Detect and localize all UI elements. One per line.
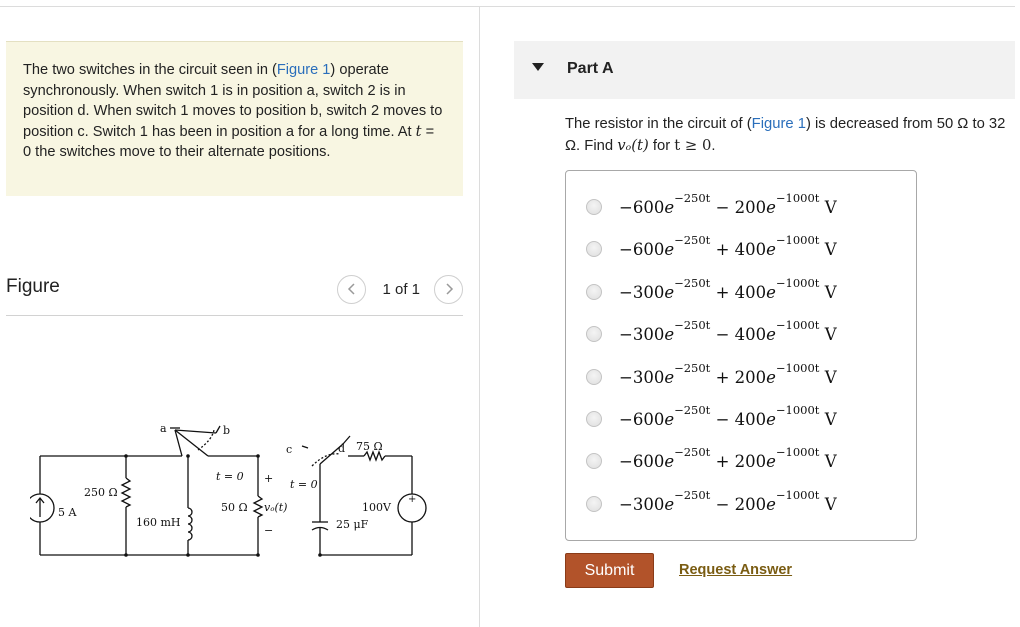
option-expression: $-600e^{-250t} - 400e^{-1000t}$ V: [619, 403, 837, 429]
option-2[interactable]: [586, 234, 837, 264]
option-expression: $-300e^{-250t} - 200e^{-1000t}$ V: [619, 488, 837, 514]
radio-button[interactable]: [586, 369, 602, 385]
resistor-250-label: 250 Ω: [84, 486, 118, 499]
answer-options: [565, 170, 917, 541]
problem-text: The two switches in the circuit seen in (Figure 1) operate synchronously. When switch 1 is in position a, switch 2 is in position d. When switch 1 moves to position b, switch 2 moves to position c. Switch 1 has been in position a for a long time. At t = 0 the switches move to their alternate positions.: [23, 62, 443, 161]
option-expression: $-600e^{-250t} + 200e^{-1000t}$ V: [619, 445, 837, 471]
question-figure-link[interactable]: Figure 1: [751, 116, 806, 132]
figure-title: Figure: [6, 276, 60, 297]
voltage-source-plus: +: [408, 494, 417, 505]
option-7[interactable]: [586, 446, 837, 476]
radio-button[interactable]: [586, 241, 602, 257]
terminal-d-label: d: [338, 442, 346, 455]
option-5[interactable]: [586, 362, 837, 392]
column-divider: [479, 6, 480, 627]
pager-text: 1 of 1: [382, 280, 420, 298]
chevron-left-icon: [347, 282, 357, 296]
figure-link[interactable]: Figure 1: [276, 62, 331, 78]
condition-expression: t ≥ 0: [674, 137, 712, 154]
caret-down-icon: [532, 63, 544, 71]
voltage-source-label: 100V: [362, 501, 391, 514]
radio-button[interactable]: [586, 199, 602, 215]
next-figure-button[interactable]: [434, 275, 463, 304]
radio-button[interactable]: [586, 284, 602, 300]
top-divider: [0, 6, 1015, 7]
switch1-time-label: t = 0: [216, 470, 244, 483]
terminal-a-label: a: [160, 422, 167, 435]
option-expression: $-600e^{-250t} - 200e^{-1000t}$ V: [619, 191, 837, 217]
terminal-b-label: b: [223, 424, 231, 437]
option-expression: $-600e^{-250t} + 400e^{-1000t}$ V: [619, 233, 837, 259]
vo-minus-label: −: [264, 524, 274, 537]
chevron-right-icon: [444, 282, 454, 296]
circuit-diagram: [30, 418, 442, 568]
part-title: Part A: [567, 60, 614, 77]
option-expression: $-300e^{-250t} - 400e^{-1000t}$ V: [619, 318, 837, 344]
radio-button[interactable]: [586, 453, 602, 469]
option-8[interactable]: [586, 489, 837, 519]
previous-figure-button[interactable]: [337, 275, 366, 304]
switch2-time-label: t = 0: [290, 478, 318, 491]
radio-button[interactable]: [586, 326, 602, 342]
question-text: The resistor in the circuit of (Figure 1) is decreased from 50 Ω to 32 Ω. Find vₒ(t) for t ≥ 0.: [565, 116, 1006, 154]
option-3[interactable]: [586, 277, 837, 307]
vo-expression: vₒ(t): [617, 137, 649, 154]
resistor-75-label: 75 Ω: [356, 440, 383, 453]
capacitor-label: 25 μF: [336, 518, 369, 531]
vo-plus-label: +: [264, 472, 274, 485]
radio-button[interactable]: [586, 411, 602, 427]
option-4[interactable]: [586, 319, 837, 349]
vo-label: vₒ(t): [264, 501, 288, 514]
option-6[interactable]: [586, 404, 837, 434]
current-source-label: 5 A: [58, 506, 77, 519]
submit-button[interactable]: Submit: [565, 553, 654, 588]
resistor-50-label: 50 Ω: [221, 501, 248, 514]
figure-pager: [337, 274, 463, 304]
option-1[interactable]: [586, 192, 837, 222]
problem-statement-box: [6, 41, 463, 196]
option-expression: $-300e^{-250t} + 200e^{-1000t}$ V: [619, 361, 837, 387]
radio-button[interactable]: [586, 496, 602, 512]
figure-header: [6, 274, 463, 316]
inductor-label: 160 mH: [136, 516, 181, 529]
part-a-header[interactable]: [514, 41, 1015, 99]
terminal-c-label: c: [286, 443, 293, 456]
option-expression: $-300e^{-250t} + 400e^{-1000t}$ V: [619, 276, 837, 302]
request-answer-link[interactable]: Request Answer: [679, 562, 793, 578]
